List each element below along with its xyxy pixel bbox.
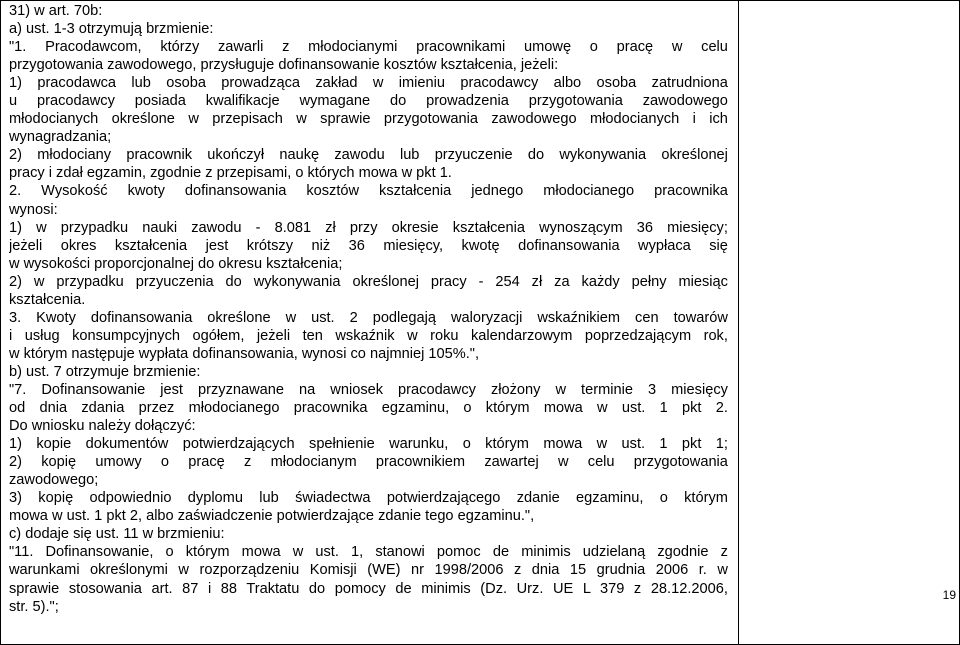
text-line: mowa w ust. 1 pkt 2, albo zaświadczenie potwierdzające zdanie tego egzaminu.",: [9, 508, 535, 525]
text-line: b) ust. 7 otrzymuje brzmienie:: [9, 363, 201, 380]
text-line: "11. Dofinansowanie, o którym mowa w ust. 1, stanowi pomoc de minimis udzielaną zgodnie z: [9, 544, 728, 561]
text-line: 3) kopię odpowiednio dyplomu lub świadectwa potwierdzającego zdanie egzaminu, o którym: [9, 490, 728, 507]
text-line: zawodowego;: [9, 472, 99, 489]
text-line: "1. Pracodawcom, którzy zawarli z młodocianymi pracownikami umowę o pracę w celu: [9, 39, 728, 56]
text-line: 1) kopie dokumentów potwierdzających spełnienie warunku, o którym mowa w ust. 1 pkt 1;: [9, 436, 728, 453]
text-line: str. 5).";: [9, 598, 59, 615]
text-line: 3. Kwoty dofinansowania określone w ust. 2 podlegają waloryzacji wskaźnikiem cen towarów: [9, 309, 728, 326]
text-line: 2) kopię umowy o pracę z młodocianym pracownikiem zawartej w celu przygotowania: [9, 454, 728, 471]
text-line: 2) w przypadku przyuczenia do wykonywania określonej pracy - 254 zł za każdy pełny miesiąc: [9, 273, 728, 290]
text-line: w wysokości proporcjonalnej do okresu kształcenia;: [9, 255, 343, 272]
text-line: 1) pracodawca lub osoba prowadząca zakład w imieniu pracodawcy albo osoba zatrudniona: [9, 75, 728, 92]
text-line: 31) w art. 70b:: [9, 3, 103, 19]
text-line: Do wniosku należy dołączyć:: [9, 418, 196, 435]
text-line: pracy i zdał egzamin, zgodnie z przepisami, o których mowa w pkt 1.: [9, 165, 452, 182]
text-line: przygotowania zawodowego, przysługuje dofinansowanie kosztów kształcenia, jeżeli:: [9, 57, 559, 74]
amendment-text: [1, 1, 738, 616]
text-line: jeżeli okres kształcenia jest krótszy niż 36 miesięcy, kwotę dofinansowania wypłaca się: [9, 237, 728, 254]
page-number: 19: [942, 588, 956, 602]
text-line: w którym następuje wypłata dofinansowania, wynosi co najmniej 105%.",: [9, 345, 479, 362]
comment-cell: [738, 1, 959, 645]
text-line: "7. Dofinansowanie jest przyznawane na wniosek pracodawcy złożony w terminie 3 miesięcy: [9, 381, 728, 398]
text-line: u pracodawcy posiada kwalifikacje wymagane do prowadzenia przygotowania zawodowego: [9, 93, 728, 110]
amendment-text-cell: [1, 1, 739, 645]
text-line: c) dodaje się ust. 11 w brzmieniu:: [9, 526, 225, 543]
text-line: sprawie stosowania art. 87 i 88 Traktatu do pomocy de minimis (Dz. Urz. UE L 379 z 28.12.2006,: [9, 580, 728, 597]
text-line: od dnia zdania przez młodocianego pracownika egzaminu, o którym mowa w ust. 1 pkt 2.: [9, 400, 728, 417]
table-row: [1, 1, 960, 645]
text-line: wynosi:: [9, 201, 58, 218]
text-line: kształcenia.: [9, 291, 86, 308]
text-line: 2) młodociany pracownik ukończył naukę zawodu lub przyuczenie do wykonywania określonej: [9, 147, 728, 164]
text-line: i usług konsumpcyjnych ogółem, jeżeli ten wskaźnik w roku kalendarzowym poprzedzającym rok,: [9, 327, 728, 344]
text-line: 2. Wysokość kwoty dofinansowania kosztów kształcenia jednego młodocianego pracownika: [9, 183, 728, 200]
text-line: 1) w przypadku nauki zawodu - 8.081 zł przy okresie kształcenia wynoszącym 36 miesięcy;: [9, 219, 728, 236]
text-line: warunkami określonymi w rozporządzeniu Komisji (WE) nr 1998/2006 z dnia 15 grudnia 2006 r. w: [9, 562, 728, 579]
text-line: wynagradzania;: [9, 129, 112, 146]
text-line: a) ust. 1-3 otrzymują brzmienie:: [9, 21, 214, 38]
text-line: młodocianych określone w przepisach w sprawie przygotowania zawodowego młodocianych i ich: [9, 111, 728, 128]
